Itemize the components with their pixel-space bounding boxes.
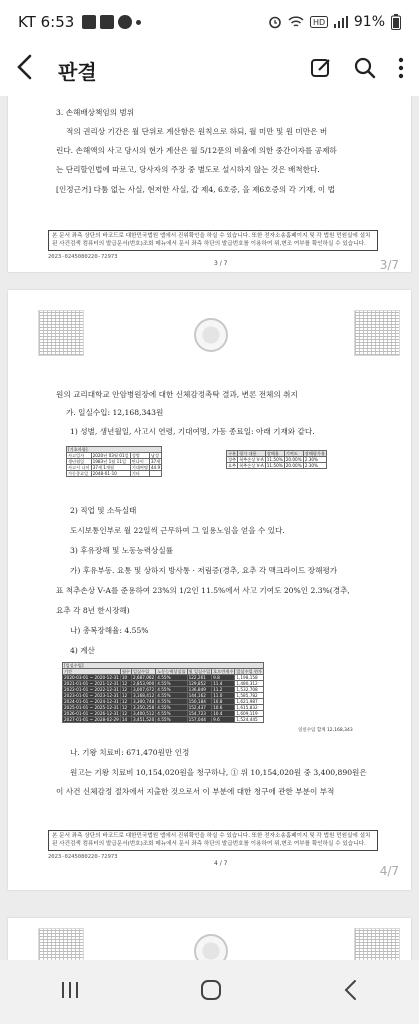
- table-header: 기간: [63, 669, 121, 675]
- edit-button[interactable]: [309, 56, 333, 84]
- table-cell: 12: [120, 711, 131, 717]
- court-seal-watermark: [194, 934, 228, 960]
- signal-icon: [334, 16, 348, 28]
- home-button[interactable]: [200, 979, 222, 1005]
- wifi-icon: [288, 15, 304, 29]
- table-cell: 3,007,672: [132, 687, 155, 693]
- hd-voice-icon: [310, 16, 328, 28]
- page-number: 4 / 7: [214, 860, 228, 867]
- document-page-3: [8, 96, 411, 272]
- disability-rate-table: [226, 450, 327, 469]
- message-notification-icon: [100, 15, 114, 29]
- app-bar: [0, 44, 419, 96]
- table-cell: 2024-01-01 ~ 2024-12-31: [64, 699, 119, 705]
- table-cell: 12: [120, 681, 131, 687]
- text-line: 린다. 손해액의 사고 당시의 현가 계산은 월 5/12푼의 비율에 의한 중간이자를 공제하: [56, 146, 337, 155]
- table-header: 일실수입: [131, 669, 155, 675]
- lost-income-table: [62, 662, 264, 723]
- table-cell: 1983년 1월 11일: [91, 459, 130, 465]
- table-cell: 44.9: [150, 465, 161, 471]
- text-line: 4) 계산: [70, 646, 95, 655]
- table-cell: 11.4: [212, 681, 235, 687]
- text-line: 요추 각 8년 한시장해): [56, 606, 130, 615]
- page-count-indicator: 3/7: [379, 258, 399, 272]
- text-line: 원고는 기왕 치료비 10,154,020원을 청구하나, ① 위 10,154,020원 중 3,400,890원은: [70, 768, 367, 777]
- table-cell: 3,400,512: [132, 711, 155, 717]
- search-icon: [353, 56, 377, 80]
- table-cell: 기타: [130, 471, 149, 477]
- table-cell: 10.8: [212, 699, 235, 705]
- table-cell: 10: [120, 675, 131, 681]
- table-cell: 성별: [130, 453, 149, 459]
- table-cell: 2.30%: [303, 463, 326, 469]
- battery-level: 91%: [353, 14, 385, 30]
- table-header: 월 일실수입: [188, 669, 211, 675]
- page-count-indicator: 4/7: [379, 864, 399, 878]
- table-cell: 2,853,900: [132, 681, 155, 687]
- text-line: 이 사건 신체감정 절차에서 지출한 것으로서 이 부분에 대한 청구에 관한 부분이 부적: [56, 787, 335, 796]
- table-cell: 사고시 나이: [68, 465, 90, 471]
- qr-code-image: [354, 928, 400, 960]
- table-cell: 11.50%: [266, 463, 283, 469]
- document-viewer[interactable]: [0, 96, 419, 960]
- table-cell: 3,300,748: [132, 699, 155, 705]
- table-header: 구분: [228, 451, 237, 456]
- alarm-icon: [268, 15, 282, 29]
- text-line: 가) 후유부동. 요통 및 상하지 방사통 · 저림증(경추, 요추 각 맥크라이드 장해평가: [70, 566, 338, 575]
- table-header: 호프만계수: [213, 669, 234, 675]
- svg-text:HD: HD: [312, 18, 326, 27]
- page-title: 판결: [58, 59, 97, 84]
- table-cell: 4.55%: [156, 711, 187, 717]
- table-header: 장해평가율: [304, 451, 325, 456]
- table-cell: 2048-01-10: [91, 471, 130, 477]
- table-cell: [149, 471, 161, 477]
- more-notifications-dot-icon: [136, 20, 141, 25]
- table-cell: 경추: [228, 457, 237, 463]
- table-cell: 4.55%: [156, 705, 187, 711]
- table-cell: 152,437: [187, 705, 212, 711]
- table-cell: 122,261: [187, 675, 212, 681]
- chevron-left-icon: [343, 979, 359, 1001]
- verification-notice: 본 문서 좌측 상단의 바코드로 대한민국법원 앱에서 진위확인을 하실 수 있습니다. 또한 전자소송홈페이지 및 각 법원 민원실에 설치된 사건검색 컴퓨터의 발급문서(번호)조회 메뉴에서 문서 좌측 하단의 발급번호를 이용하여 위,변조 여부를 확인하실 수 있습니다.: [48, 230, 378, 251]
- barcode-image: [38, 310, 84, 356]
- table-cell: 144,162: [187, 693, 212, 699]
- table-cell: 1,480,312: [235, 681, 264, 687]
- table-cell: 11.0: [212, 693, 235, 699]
- table-cell: 12: [120, 705, 131, 711]
- text-line: 적의 권리상 기간은 월 단위로 계산함은 원칙으로 하되, 월 미만 및 원 미만은 버: [66, 127, 328, 136]
- table-cell: 14: [120, 717, 131, 723]
- text-line: 나. 기왕 치료비: 671,470원만 인정: [70, 748, 190, 757]
- table-cell: 척추손상 Ⅴ-A: [239, 457, 264, 463]
- table-cell: 2020-03-01 ~ 2020-12-31: [64, 675, 119, 681]
- back-nav-button[interactable]: [343, 979, 359, 1005]
- table-cell: 2022-01-01 ~ 2022-12-31: [64, 687, 119, 693]
- table-cell: 154,723: [187, 711, 212, 717]
- table-cell: 9.8: [212, 675, 235, 681]
- recent-apps-button[interactable]: [60, 980, 80, 1004]
- table-cell: 20.00%: [285, 457, 302, 463]
- more-vertical-icon: [397, 56, 405, 80]
- table-header: 일실수입 현가: [236, 669, 262, 675]
- table-cell: 4.55%: [156, 699, 187, 705]
- table-cell: 1,585,782: [235, 693, 264, 699]
- table-cell: 1,615,832: [235, 705, 264, 711]
- qr-code-image: [354, 310, 400, 356]
- table-header: 노동능력상실률: [157, 669, 186, 675]
- system-navigation-bar: [0, 960, 419, 1024]
- court-seal-watermark: [194, 318, 228, 352]
- document-issue-number: 2023-0245080220-72973: [48, 854, 118, 860]
- table-cell: 척추손상 Ⅴ-A: [239, 463, 264, 469]
- table-cell: 4.55%: [156, 687, 187, 693]
- page-number: 3 / 7: [214, 260, 228, 267]
- table-title: [기초사항]: [67, 447, 162, 453]
- text-line: 2) 직업 및 소득실태: [70, 506, 137, 515]
- document-issue-number: 2023-0245080220-72973: [48, 254, 118, 260]
- table-cell: 1,524,445: [235, 717, 264, 723]
- table-cell: 129,852: [187, 681, 212, 687]
- table-cell: 20.00%: [285, 463, 302, 469]
- table-cell: 만나이: [130, 459, 149, 465]
- edit-icon: [309, 56, 333, 80]
- table-header: 월수: [121, 669, 130, 675]
- table-cell: 10.6: [212, 705, 235, 711]
- text-line: 나) 총복장해율: 4.55%: [70, 626, 149, 635]
- table-cell: 2,687,062: [132, 675, 155, 681]
- table-cell: 남성: [149, 453, 161, 459]
- text-line: 표 척추손상 Ⅴ-A를 준용하여 23%의 1/2인 11.5%에서 사고 기여도 20%인 2.3%(경추,: [56, 586, 350, 595]
- table-cell: 2.30%: [303, 457, 326, 463]
- table-cell: 1,621,987: [235, 699, 264, 705]
- table-cell: 1,609,119: [235, 711, 264, 717]
- notification-icons: [82, 15, 141, 29]
- table-cell: 12: [120, 699, 131, 705]
- table-cell: 사고일자: [67, 453, 92, 459]
- table-cell: 요추: [228, 463, 237, 469]
- table-cell: 12: [120, 693, 131, 699]
- status-time: KT 6:53: [18, 13, 75, 31]
- text-line: 원의 교리대학교 안암병원장에 대한 신체감정촉탁 결과, 변론 전체의 취지: [56, 390, 298, 399]
- gallery-notification-icon: [82, 15, 96, 29]
- table-cell: 가동종료일: [67, 471, 92, 477]
- table-cell: 2025-01-01 ~ 2025-12-31: [64, 705, 119, 711]
- text-line: 1) 성별, 생년월일, 사고시 연령, 기대여명, 가동 종료일: 아래 기재와 같다.: [70, 427, 315, 436]
- table-cell: 4.55%: [156, 675, 187, 681]
- table-cell: 2023-01-01 ~ 2023-12-31: [64, 693, 119, 699]
- recent-apps-icon: [60, 980, 80, 1000]
- text-line: 는 단리할인법에 따르고, 당사자의 주장 중 별도로 설시하지 않는 것은 배척한다.: [56, 165, 320, 174]
- chevron-left-icon: [14, 54, 36, 80]
- table-cell: 3,168,412: [132, 693, 155, 699]
- back-button[interactable]: [14, 54, 54, 86]
- table-cell: 1,198,158: [235, 675, 264, 681]
- table-cell: 2021-01-01 ~ 2021-12-31: [64, 681, 119, 687]
- table-cell: 4.55%: [156, 693, 187, 699]
- barcode-image: [38, 928, 84, 960]
- table-cell: 11.2: [212, 687, 235, 693]
- basic-info-table: [66, 446, 162, 477]
- talk-notification-icon: [118, 15, 132, 29]
- table-cell: 150,184: [187, 699, 212, 705]
- lost-income-total: 일실수입 합계 12,168,343: [298, 728, 353, 733]
- table-header: 평가 내용: [238, 451, 266, 457]
- table-cell: 11.50%: [266, 457, 283, 463]
- table-cell: 1,532,708: [235, 687, 264, 693]
- table-cell: 생년월일: [67, 459, 92, 465]
- document-page-5: [8, 918, 411, 960]
- battery-icon: [391, 14, 401, 30]
- table-cell: 2020년 03월 01일: [92, 453, 129, 459]
- text-line: 3) 후유장해 및 노동능력상실률: [70, 546, 174, 555]
- section-heading: 3. 손해배상책임의 범위: [56, 108, 135, 117]
- table-title: [일실수입]: [63, 663, 264, 669]
- table-cell: 10.4: [212, 711, 235, 717]
- table-cell: 2026-01-01 ~ 2026-12-31: [64, 711, 119, 717]
- document-page-4: [8, 290, 411, 890]
- table-cell: 37세 1개월: [91, 465, 130, 471]
- table-cell: 12: [120, 687, 131, 693]
- text-line: [인정근거] 다툼 없는 사실, 현저한 사실, 갑 제4, 6호증, 을 제6호증의 각 기재, 이 법: [56, 185, 336, 194]
- verification-notice: 본 문서 좌측 상단의 바코드로 대한민국법원 앱에서 진위확인을 하실 수 있습니다. 또한 전자소송홈페이지 및 각 법원 민원실에 설치된 사건검색 컴퓨터의 발급문서(번호)조회 메뉴에서 문서 좌측 하단의 발급번호를 이용하여 위,변조 여부를 확인하실 수 있습니다.: [48, 830, 378, 851]
- table-header: 기여도: [284, 451, 303, 457]
- table-cell: 기대여명: [131, 465, 148, 471]
- search-button[interactable]: [353, 56, 377, 84]
- text-line: 가. 일실수입: 12,168,343원: [66, 408, 164, 417]
- table-cell: 9.6: [212, 717, 235, 723]
- home-icon: [200, 979, 222, 1001]
- table-cell: 2027-01-01 ~ 2028-02-29: [64, 717, 119, 723]
- table-cell: 4.55%: [156, 681, 187, 687]
- table-cell: 37세: [150, 459, 161, 465]
- table-cell: 4.55%: [156, 717, 187, 723]
- text-line: 도시보통인부로 월 22일씩 근무하여 그 일용노임을 얻을 수 있다.: [70, 526, 285, 535]
- table-cell: 3,350,258: [132, 705, 155, 711]
- status-bar: [0, 0, 419, 44]
- table-cell: 157,044: [187, 717, 212, 723]
- table-cell: 3,451,520: [132, 717, 155, 723]
- more-options-button[interactable]: [397, 56, 405, 84]
- table-cell: 136,849: [187, 687, 212, 693]
- table-header: 장해율: [265, 451, 284, 457]
